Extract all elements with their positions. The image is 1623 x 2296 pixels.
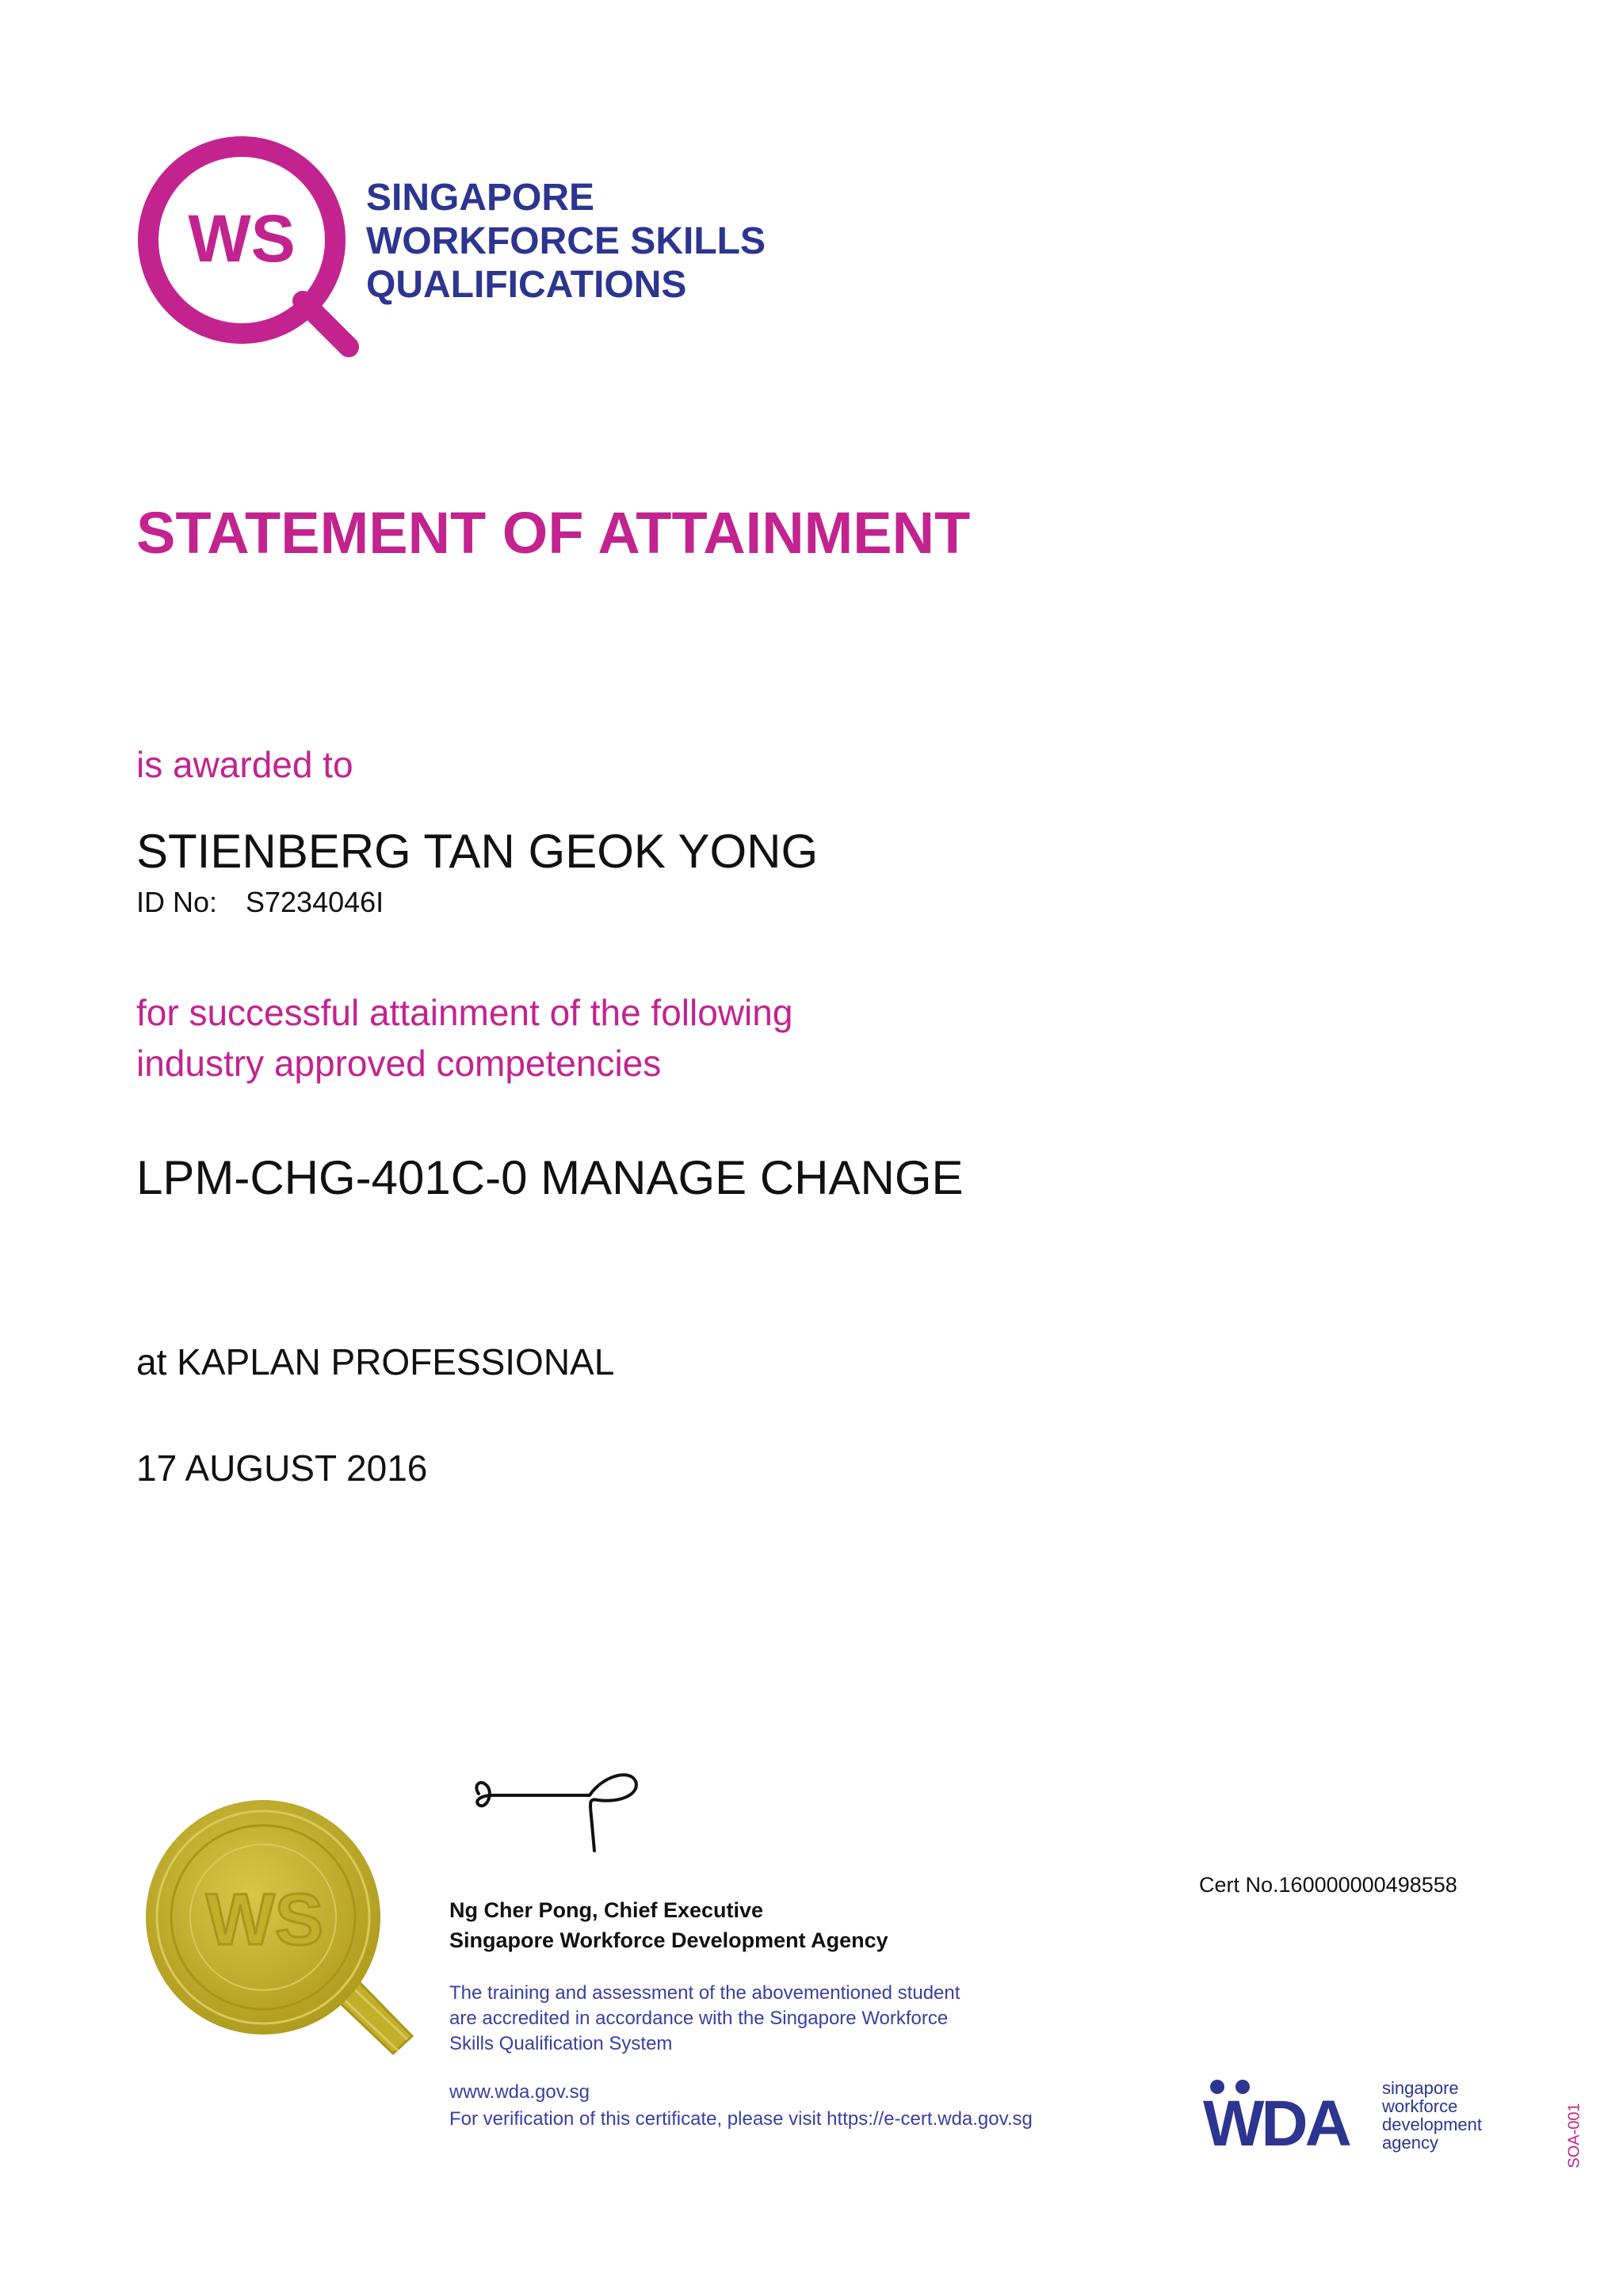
logo-line-3: QUALIFICATIONS [366, 264, 687, 306]
wda-logo-caption [1382, 2079, 1482, 2152]
competency-title: LPM-CHG-401C-0 MANAGE CHANGE [136, 1151, 964, 1204]
institution: at KAPLAN PROFESSIONAL [136, 1341, 615, 1383]
seal-initials: WS [205, 1879, 324, 1960]
handwritten-signature [471, 1753, 653, 1860]
id-label: ID No: [136, 886, 218, 918]
signatory [449, 1895, 888, 1955]
logo-wordmark [366, 176, 766, 307]
wda-wordmark: WDA [1203, 2088, 1349, 2150]
recipient-name: STIENBERG TAN GEOK YONG [136, 825, 819, 878]
wda-caption-line-3: development [1382, 2115, 1482, 2134]
gold-wsq-seal-icon [139, 1798, 425, 2065]
wda-logo-icon [1203, 2077, 1369, 2150]
id-value: S7234046I [246, 886, 384, 918]
award-date: 17 AUGUST 2016 [136, 1447, 428, 1489]
logo-line-1: SINGAPORE [366, 177, 595, 219]
form-code: SOA-001 [1565, 2103, 1583, 2168]
wsq-magnifier-icon [135, 133, 365, 363]
signer-line-2: Singapore Workforce Development Agency [449, 1928, 888, 1952]
cert-no-label: Cert No. [1199, 1873, 1279, 1897]
wda-caption-line-1: singapore [1382, 2078, 1459, 2098]
logo-initials: WS [188, 201, 296, 276]
awarded-to-label: is awarded to [136, 744, 353, 785]
website-link[interactable]: www.wda.gov.sg [449, 2081, 590, 2103]
attainment-line-1: for successful attainment of the following [136, 992, 793, 1033]
certificate-title: STATEMENT OF ATTAINMENT [136, 500, 971, 566]
verification-info [449, 2079, 1033, 2133]
attainment-statement [136, 987, 792, 1089]
attainment-line-2: industry approved competencies [136, 1043, 662, 1084]
logo-line-2: WORKFORCE SKILLS [366, 220, 766, 262]
cert-no-value: 160000000498558 [1278, 1873, 1457, 1897]
accreditation-line-1: The training and assessment of the abovementioned student [449, 1982, 960, 2004]
accreditation-note [449, 1981, 960, 2057]
wda-caption-line-2: workforce [1382, 2096, 1458, 2116]
verification-text[interactable]: For verification of this certificate, please visit https://e-cert.wda.gov.sg [449, 2108, 1033, 2130]
certificate-number [1199, 1873, 1457, 1897]
accreditation-line-3: Skills Qualification System [449, 2033, 673, 2054]
recipient-id-row [136, 886, 384, 919]
accreditation-line-2: are accredited in accordance with the Singapore Workforce [449, 2008, 949, 2029]
wda-caption-line-4: agency [1382, 2133, 1438, 2153]
signer-line-1: Ng Cher Pong, Chief Executive [449, 1898, 764, 1922]
